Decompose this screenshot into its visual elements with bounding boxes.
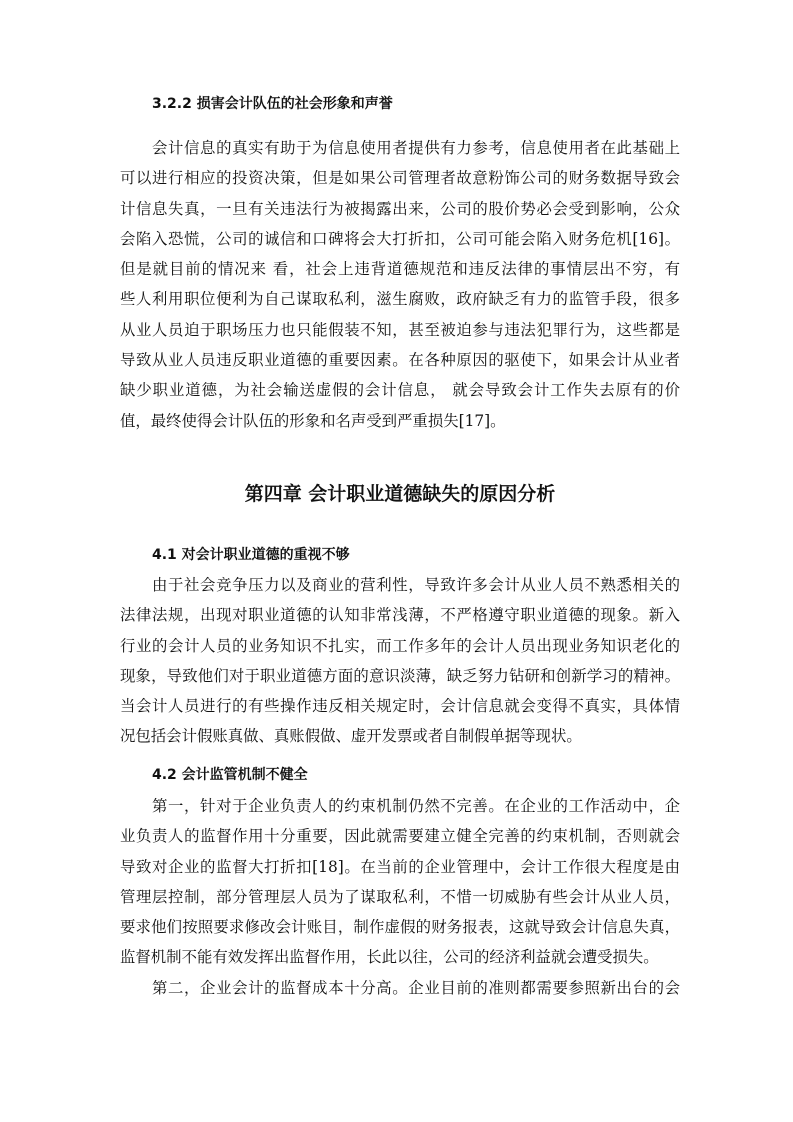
paragraph-line: 导致从业人员违反职业道德的重要因素。在各种原因的驱使下，如果会计从业者: [120, 351, 680, 370]
chapter-4-title: 第四章 会计职业道德缺失的原因分析: [244, 483, 556, 505]
paragraph-line: 但是就目前的情况来 看，社会上违背道德规范和违反法律的事情层出不穷，有: [120, 260, 680, 279]
paragraph-line: 缺少职业道德，为社会输送虚假的会计信息， 就会导致会计工作失去原有的价: [120, 381, 680, 400]
paragraph-line: 现象，导致他们对于职业道德方面的意识淡薄，缺乏努力钻研和创新学习的精神。: [120, 666, 680, 685]
paragraph-line: 导致对企业的监督大打折扣[18]。在当前的企业管理中，会计工作很大程度是由: [120, 857, 680, 876]
document-page: [120, 0, 680, 1122]
paragraph-line: 从业人员迫于职场压力也只能假装不知，甚至被迫参与违法犯罪行为，这些都是: [120, 320, 680, 339]
paragraph-line: 法律法规，出现对职业道德的认知非常浅薄，不严格遵守职业道德的现象。新入: [120, 606, 680, 625]
paragraph-line: 会计信息的真实有助于为信息使用者提供有力参考，信息使用者在此基础上: [152, 139, 680, 157]
paragraph-line: 值，最终使得会计队伍的形象和名声受到严重损失[17]。: [120, 411, 506, 430]
section-3-2-2-heading: 3.2.2 损害会计队伍的社会形象和声誉: [152, 96, 393, 112]
paragraph-line: 况包括会计假账真做、真账假做、虚开发票或者自制假单据等现状。: [120, 727, 582, 746]
section-4-2-paragraph-1: [120, 791, 680, 973]
paragraph-line: 些人利用职位便利为自己谋取私利，滋生腐败，政府缺乏有力的监管手段，很多: [120, 290, 680, 309]
paragraph-line: 会陷入恐慌，公司的诚信和口碑将会大打折扣，公司可能会陷入财务危机[16]。: [120, 229, 680, 248]
section-4-1-heading: 4.1 对会计职业道德的重视不够: [152, 547, 350, 563]
section-4-1-paragraph: [120, 570, 680, 752]
paragraph-line: 当会计人员进行的有些操作违反相关规定时，会计信息就会变得不真实，具体情: [120, 697, 680, 716]
section-3-2-2-paragraph: [120, 133, 680, 436]
paragraph-line: 监督机制不能有效发挥出监督作用，长此以往，公司的经济利益就会遭受损失。: [120, 948, 659, 967]
paragraph-line: 业负责人的监督作用十分重要，因此就需要建立健全完善的约束机制，否则就会: [120, 827, 680, 846]
paragraph-line: 要求他们按照要求修改会计账目，制作虚假的财务报表，这就导致会计信息失真，: [120, 918, 680, 937]
section-4-2-heading: 4.2 会计监管机制不健全: [152, 767, 308, 783]
paragraph-line: 行业的会计人员的业务知识不扎实，而工作多年的会计人员出现业务知识老化的: [120, 636, 680, 655]
paragraph-line: 管理层控制，部分管理层人员为了谋取私利，不惜一切威胁有些会计从业人员，: [120, 887, 680, 906]
section-4-2-paragraph-2: [120, 973, 680, 1003]
paragraph-line: 可以进行相应的投资决策，但是如果公司管理者故意粉饰公司的财务数据导致会: [120, 169, 680, 188]
paragraph-line: 由于社会竞争压力以及商业的营利性，导致许多会计从业人员不熟悉相关的: [152, 576, 680, 594]
paragraph-line: 第一，针对于企业负责人的约束机制仍然不完善。在企业的工作活动中，企: [152, 797, 680, 815]
paragraph-line: 第二，企业会计的监督成本十分高。企业目前的准则都需要参照新出台的会: [152, 979, 680, 997]
paragraph-line: 计信息失真，一旦有关违法行为被揭露出来，公司的股价势必会受到影响，公众: [120, 199, 680, 218]
